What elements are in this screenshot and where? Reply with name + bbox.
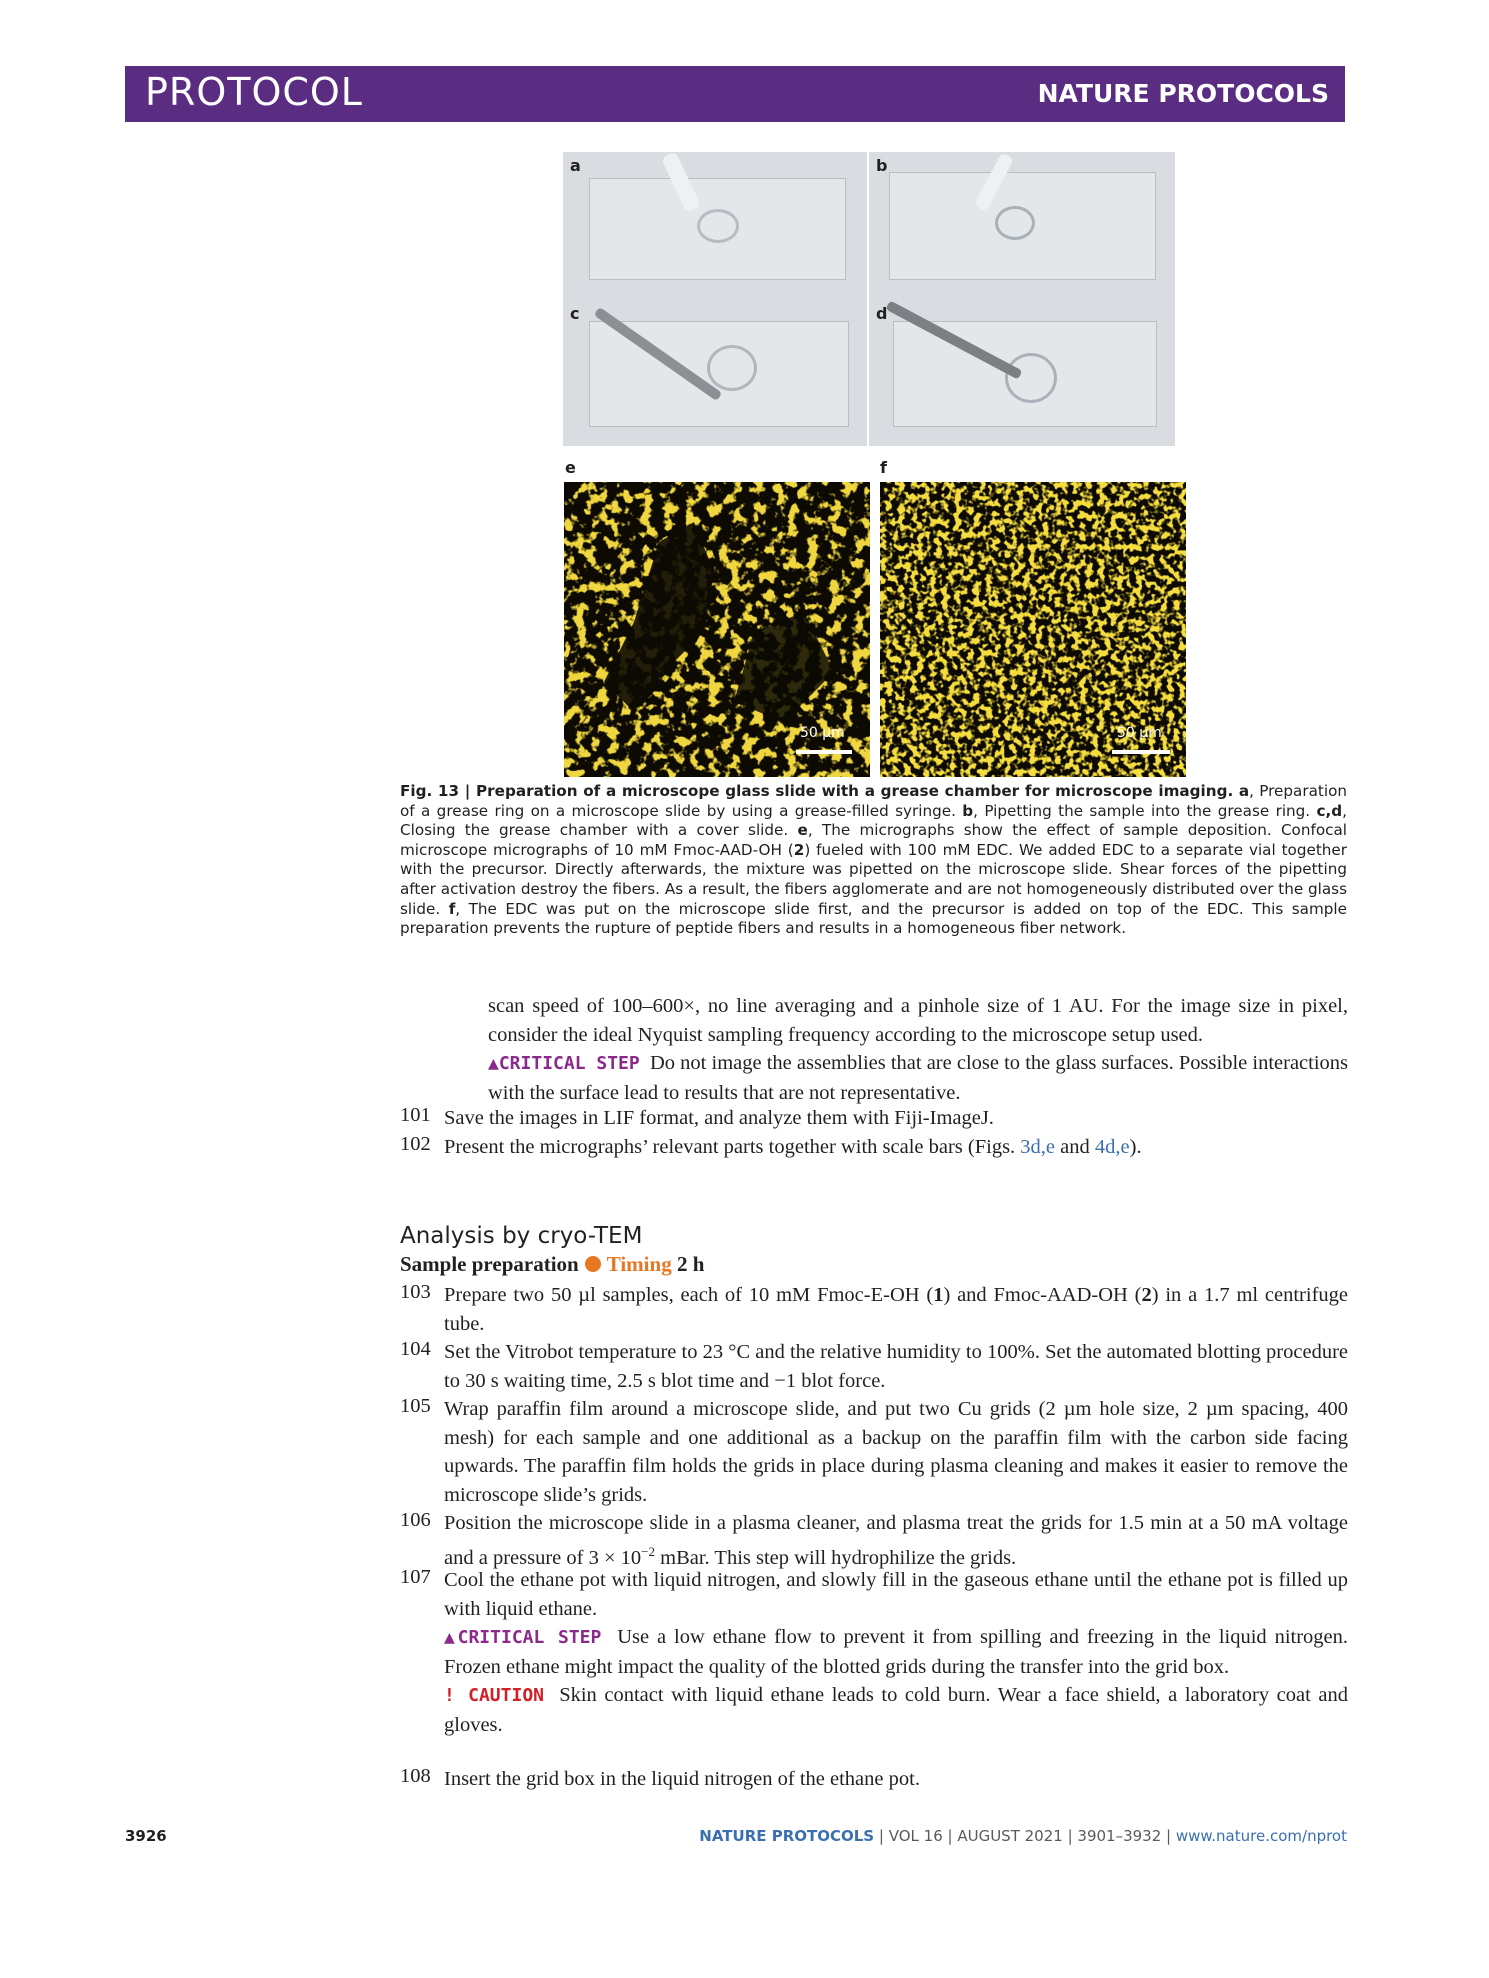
step-101: Save the images in LIF format, and analyze them with Fiji-ImageJ.: [444, 1107, 994, 1129]
journal-url-link[interactable]: www.nature.com/nprot: [1175, 1827, 1347, 1845]
panel-label-a: a: [570, 156, 581, 175]
photo-panel-c: [563, 297, 867, 446]
step-number: 105: [400, 1395, 431, 1417]
step-105: Wrap paraffin film around a microscope slide, and put two Cu grids (2 µm hole size, 2 µm spacing, 400 mesh) for each sample and one additional as a backup on the paraffin film with the carbon side facing upwards. The paraffin film holds the grids in place during plasma cleaning and makes it easier to remove the microscope slide’s grids.: [444, 1398, 1348, 1506]
paragraph-continuation: scan speed of 100–600×, no line averaging and a pinhole size of 1 AU. For the image size in pixel, consider the ideal Nyquist sampling frequency according to the microscope setup used. ▲CRITICAL STEP Do not image the assemblies that are close to the glass surfaces. Possible interactions with the surface lead to results that are not representative.: [488, 995, 1349, 1104]
page-number: 3926: [125, 1827, 167, 1845]
panel-label-c: c: [570, 304, 580, 323]
photo-panel-b: [869, 152, 1175, 299]
header-section: PROTOCOL: [145, 70, 363, 114]
figure-link[interactable]: 4d,e: [1094, 1136, 1130, 1158]
step-number: 107: [400, 1566, 431, 1588]
step-103: Prepare two 50 µl samples, each of 10 mM Fmoc-E-OH (1) and Fmoc-AAD-OH (2) in a 1.7 ml centrifuge tube.: [444, 1284, 1348, 1335]
critical-step-label: ▲CRITICAL STEP: [488, 1053, 640, 1074]
step-number: 104: [400, 1338, 431, 1360]
subsection-heading: Sample preparation Timing 2 h: [400, 1252, 705, 1276]
panel-label-f: f: [880, 458, 887, 477]
page-header: [125, 66, 1345, 122]
panel-label-b: b: [876, 156, 888, 175]
header-journal: NATURE PROTOCOLS: [1037, 79, 1329, 108]
timing-dot-icon: [585, 1256, 601, 1272]
step-number: 101: [400, 1104, 431, 1126]
photo-panel-d: [869, 297, 1175, 446]
step-number: 103: [400, 1281, 431, 1303]
scale-bar-label-f: 50 μm: [1117, 725, 1162, 741]
step-number: 106: [400, 1509, 431, 1531]
step-number: 102: [400, 1133, 431, 1155]
section-heading: Analysis by cryo-TEM: [400, 1223, 643, 1249]
critical-step-label: ▲CRITICAL STEP: [444, 1627, 602, 1648]
page-footer: NATURE PROTOCOLS | VOL 16 | AUGUST 2021 | 3901–3932 | www.nature.com/nprot: [699, 1827, 1347, 1845]
step-number: 108: [400, 1765, 431, 1787]
figure-caption: Fig. 13 | Preparation of a microscope glass slide with a grease chamber for microscope imaging. a, Preparation of a grease ring on a microscope slide by using a grease-filled syringe. b, Pipetting the sample into the grease ring. c,d, Closing the grease chamber with a cover slide. e, The micrographs show the effect of sample deposition. Confocal microscope micrographs of 10 mM Fmoc-AAD-OH (2) fueled with 100 mM EDC. We added EDC to a separate vial together with the precursor. Directly afterwards, the mixture was pipetted on the microscope slide. Shear forces of the pipetting after activation destroy the fibers. As a result, the fibers agglomerate and are not homogeneously distributed over the glass slide. f, The EDC was put on the microscope slide first, and the precursor is added on top of the EDC. This sample preparation prevents the rupture of peptide fibers and results in a homogeneous fiber network.: [400, 782, 1347, 938]
panel-label-e: e: [565, 458, 576, 477]
scale-bar-label-e: 50 μm: [800, 725, 845, 741]
photo-panel-a: [563, 152, 867, 299]
step-102: Present the micrographs’ relevant parts together with scale bars (Figs. 3d,e and 4d,e).: [444, 1136, 1142, 1158]
figure-link[interactable]: 3d,e: [1020, 1136, 1056, 1158]
step-108: Insert the grid box in the liquid nitrogen of the ethane pot.: [444, 1768, 920, 1790]
panel-label-d: d: [876, 304, 888, 323]
caution-label: ! CAUTION: [444, 1685, 544, 1706]
step-107: Cool the ethane pot with liquid nitrogen, and slowly fill in the gaseous ethane until the ethane pot is filled up with liquid ethane. ▲CRITICAL STEP Use a low ethane flow to prevent it from spilling and freezing in the liquid nitrogen. Frozen ethane might impact the quality of the blotted grids during the transfer into the grid box. ! CAUTION Skin contact with liquid ethane leads to cold burn. Wear a face shield, a laboratory coat and gloves.: [444, 1569, 1349, 1736]
step-106: Position the microscope slide in a plasma cleaner, and plasma treat the grids for 1.5 min at a 50 mA voltage and a pressure of $3 \times 10^{-2}$ mBar. This step will hydrophilize the grids.: [444, 1512, 1348, 1569]
step-104: Set the Vitrobot temperature to 23 °C and the relative humidity to 100%. Set the automated blotting procedure to 30 s waiting time, 2.5 s blot time and −1 blot force.: [444, 1341, 1348, 1392]
